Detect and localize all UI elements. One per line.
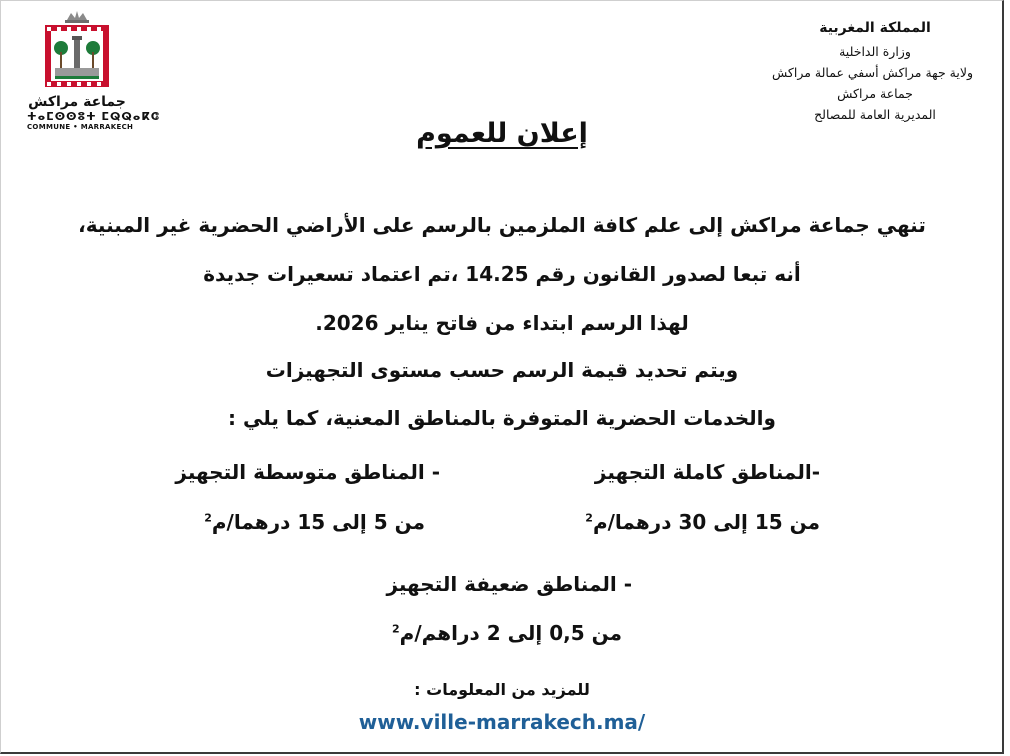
zone-weak-unit-sup: 2 bbox=[392, 622, 400, 636]
commune-logo bbox=[27, 10, 160, 131]
zone-full-label: -المناطق كاملة التجهيز bbox=[594, 460, 820, 484]
zone-weak-range-text: من 0,5 إلى 2 دراهم/م bbox=[399, 621, 622, 645]
paragraph-line-5: والخدمات الحضرية المتوفرة بالمناطق المعنية، كما يلي : bbox=[228, 406, 776, 430]
paragraph-line-1: تنهي جماعة مراكش إلى علم كافة الملزمين بالرسم على الأراضي الحضرية غير المبنية، bbox=[78, 213, 926, 237]
logo-caption-tifinagh: ⵜⴰⵎⵙⵙⵓⵜ ⵎⵕⵕⴰⴽⵛ bbox=[27, 110, 160, 123]
zone-weak-label: - المناطق ضعيفة التجهيز bbox=[386, 572, 632, 596]
paragraph-line-4: ويتم تحديد قيمة الرسم حسب مستوى التجهيزات bbox=[265, 358, 739, 382]
website-link[interactable]: www.ville-marrakech.ma/ bbox=[358, 710, 646, 734]
zone-full-range bbox=[560, 510, 820, 534]
zone-weak-range bbox=[370, 621, 622, 645]
header-kingdom: المملكة المغربية bbox=[819, 20, 931, 36]
paragraph-line-2: أنه تبعا لصدور القانون رقم 14.25 ،تم اعتماد تسعيرات جديدة bbox=[203, 262, 801, 286]
logo-caption-french: COMMUNE • MARRAKECH bbox=[27, 123, 134, 131]
logo-caption-arabic: جماعة مراكش bbox=[28, 94, 126, 110]
zone-medium-range-text: من 5 إلى 15 درهما/م bbox=[211, 510, 425, 534]
zone-full-unit-sup: 2 bbox=[585, 511, 593, 525]
zone-medium-unit-sup: 2 bbox=[204, 511, 212, 525]
more-info-label: للمزيد من المعلومات : bbox=[414, 680, 590, 699]
paragraph-line-3: لهذا الرسم ابتداء من فاتح يناير 2026. bbox=[315, 311, 689, 335]
zone-medium-range bbox=[170, 510, 425, 534]
header-commune: جماعة مراكش bbox=[837, 86, 913, 101]
marrakech-emblem-icon bbox=[27, 10, 127, 90]
header-directorate: المديرية العامة للمصالح bbox=[814, 107, 936, 122]
zone-full-range-text: من 15 إلى 30 درهما/م bbox=[592, 510, 820, 534]
page-title: إعلان للعموم bbox=[416, 118, 588, 149]
header-wilaya: ولاية جهة مراكش أسفي عمالة مراكش bbox=[771, 65, 973, 80]
zone-medium-label: - المناطق متوسطة التجهيز bbox=[175, 460, 440, 484]
header-ministry: وزارة الداخلية bbox=[839, 44, 911, 59]
